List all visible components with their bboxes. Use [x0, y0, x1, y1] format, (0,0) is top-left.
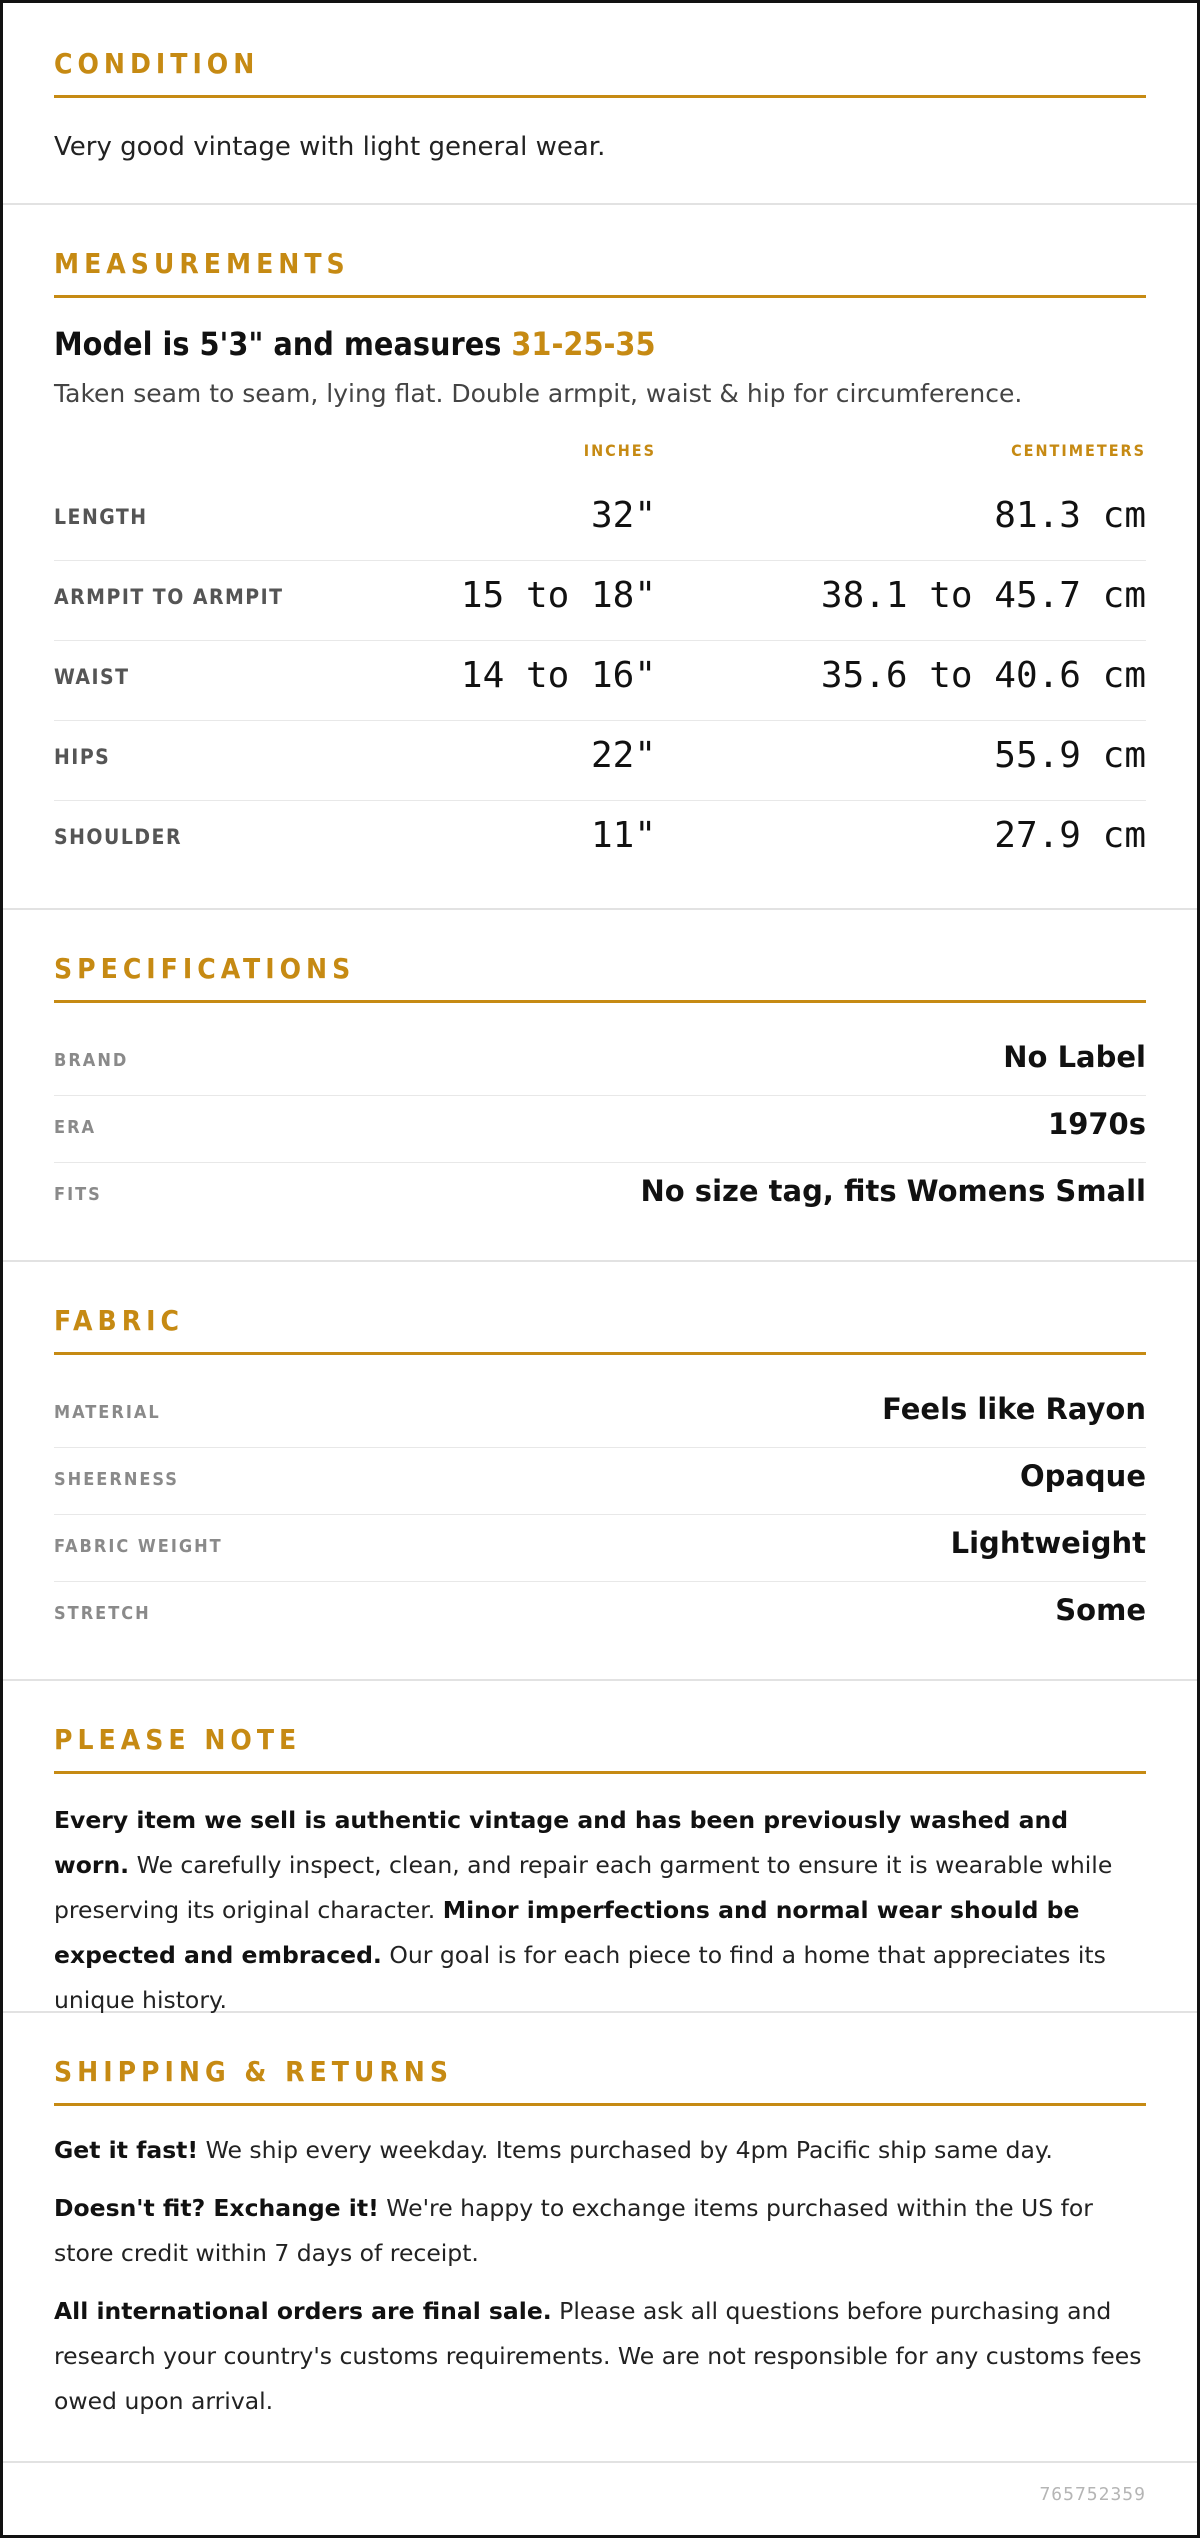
condition-title: CONDITION — [54, 47, 1146, 98]
fabric-value: Opaque — [1019, 1459, 1146, 1493]
measurement-centimeters: 38.1 to 45.7 cm — [820, 575, 1146, 616]
please-note-bold-2: Minor imperfections and normal wear should be expected and embraced. — [54, 1896, 1080, 1969]
shipping-title: SHIPPING & RETURNS — [54, 2055, 1146, 2106]
fabric-value: Feels like Rayon — [882, 1392, 1146, 1426]
measurement-row-waist — [54, 641, 1146, 721]
shipping-section — [3, 2013, 1197, 2463]
shipping-paragraph-exchange — [54, 2186, 1146, 2276]
measurement-inches: 22" — [590, 735, 656, 776]
please-note-text-1: We carefully inspect, clean, and repair each garment to ensure it is wearable while preserving its original character. — [54, 1851, 1113, 1924]
measurement-row-shoulder — [54, 801, 1146, 880]
measurement-inches: 15 to 18" — [460, 575, 656, 616]
model-measurements-prefix: Model is 5'3" and measures — [54, 325, 502, 363]
shipping-bold: All international orders are final sale. — [54, 2297, 552, 2325]
specifications-title: SPECIFICATIONS — [54, 952, 1146, 1003]
shipping-paragraph-international — [54, 2289, 1146, 2424]
spec-label: FITS — [54, 1184, 102, 1205]
fabric-label: SHEERNESS — [54, 1469, 179, 1490]
fabric-value: Some — [1055, 1593, 1146, 1627]
measurement-label: WAIST — [54, 665, 130, 689]
measurement-row-hips — [54, 721, 1146, 801]
please-note-text-2: Our goal is for each piece to find a home that appreciates its unique history. — [54, 1941, 1106, 2014]
condition-section — [3, 3, 1197, 205]
please-note-title: PLEASE NOTE — [54, 1723, 1146, 1774]
spec-row-fits — [54, 1162, 1146, 1229]
measurement-label: SHOULDER — [54, 825, 183, 849]
measurement-row-armpit — [54, 561, 1146, 641]
please-note-section — [3, 1681, 1197, 2013]
fabric-label: MATERIAL — [54, 1402, 161, 1423]
model-measurements-numbers: 31-25-35 — [511, 325, 656, 363]
measurement-label: LENGTH — [54, 505, 148, 529]
shipping-bold: Doesn't fit? Exchange it! — [54, 2194, 379, 2222]
measurement-centimeters: 27.9 cm — [994, 815, 1146, 856]
fabric-label: FABRIC WEIGHT — [54, 1536, 223, 1557]
fabric-row-weight — [54, 1514, 1146, 1582]
column-header-inches: INCHES — [583, 441, 656, 460]
measurement-label: ARMPIT TO ARMPIT — [54, 585, 284, 609]
measurement-label: HIPS — [54, 745, 111, 769]
measurements-title: MEASUREMENTS — [54, 247, 1146, 298]
fabric-row-sheerness — [54, 1447, 1146, 1515]
measurement-centimeters: 55.9 cm — [994, 735, 1146, 776]
fabric-row-material — [54, 1380, 1146, 1448]
shipping-text: We ship every weekday. Items purchased by 4pm Pacific ship same day. — [198, 2136, 1053, 2164]
fabric-title: FABRIC — [54, 1304, 1146, 1355]
spec-value: No Label — [1003, 1040, 1146, 1074]
fabric-value: Lightweight — [950, 1526, 1146, 1560]
fabric-label: STRETCH — [54, 1603, 151, 1624]
shipping-text: We're happy to exchange items purchased within the US for store credit within 7 days of receipt. — [54, 2194, 1093, 2267]
measurement-row-length — [54, 481, 1146, 561]
condition-text: Very good vintage with light general wear. — [54, 132, 606, 162]
please-note-text — [54, 1798, 1146, 2023]
shipping-paragraph-fast — [54, 2128, 1146, 2173]
measurement-centimeters: 81.3 cm — [994, 495, 1146, 536]
measurement-inches: 32" — [590, 495, 656, 536]
spec-value: 1970s — [1048, 1107, 1146, 1141]
model-measurements — [54, 325, 655, 363]
measurements-section — [3, 205, 1197, 910]
measurement-inches: 14 to 16" — [460, 655, 656, 696]
shipping-bold: Get it fast! — [54, 2136, 199, 2164]
measurements-note: Taken seam to seam, lying flat. Double armpit, waist & hip for circumference. — [54, 379, 1023, 408]
measurement-inches: 11" — [590, 815, 656, 856]
spec-row-era — [54, 1095, 1146, 1163]
column-header-centimeters: CENTIMETERS — [1011, 441, 1146, 460]
measurement-centimeters: 35.6 to 40.6 cm — [820, 655, 1146, 696]
please-note-bold-1: Every item we sell is authentic vintage and has been previously washed and worn. — [54, 1806, 1069, 1879]
specifications-section — [3, 910, 1197, 1262]
spec-label: ERA — [54, 1117, 97, 1138]
item-id: 765752359 — [1039, 2484, 1146, 2505]
shipping-text: Please ask all questions before purchasing and research your country's customs requirements. We are not responsible for any customs fees owed upon arrival. — [54, 2297, 1142, 2415]
fabric-row-stretch — [54, 1581, 1146, 1648]
spec-label: BRAND — [54, 1050, 129, 1071]
spec-value: No size tag, fits Womens Small — [640, 1174, 1146, 1208]
spec-row-brand — [54, 1028, 1146, 1096]
fabric-section — [3, 1262, 1197, 1681]
